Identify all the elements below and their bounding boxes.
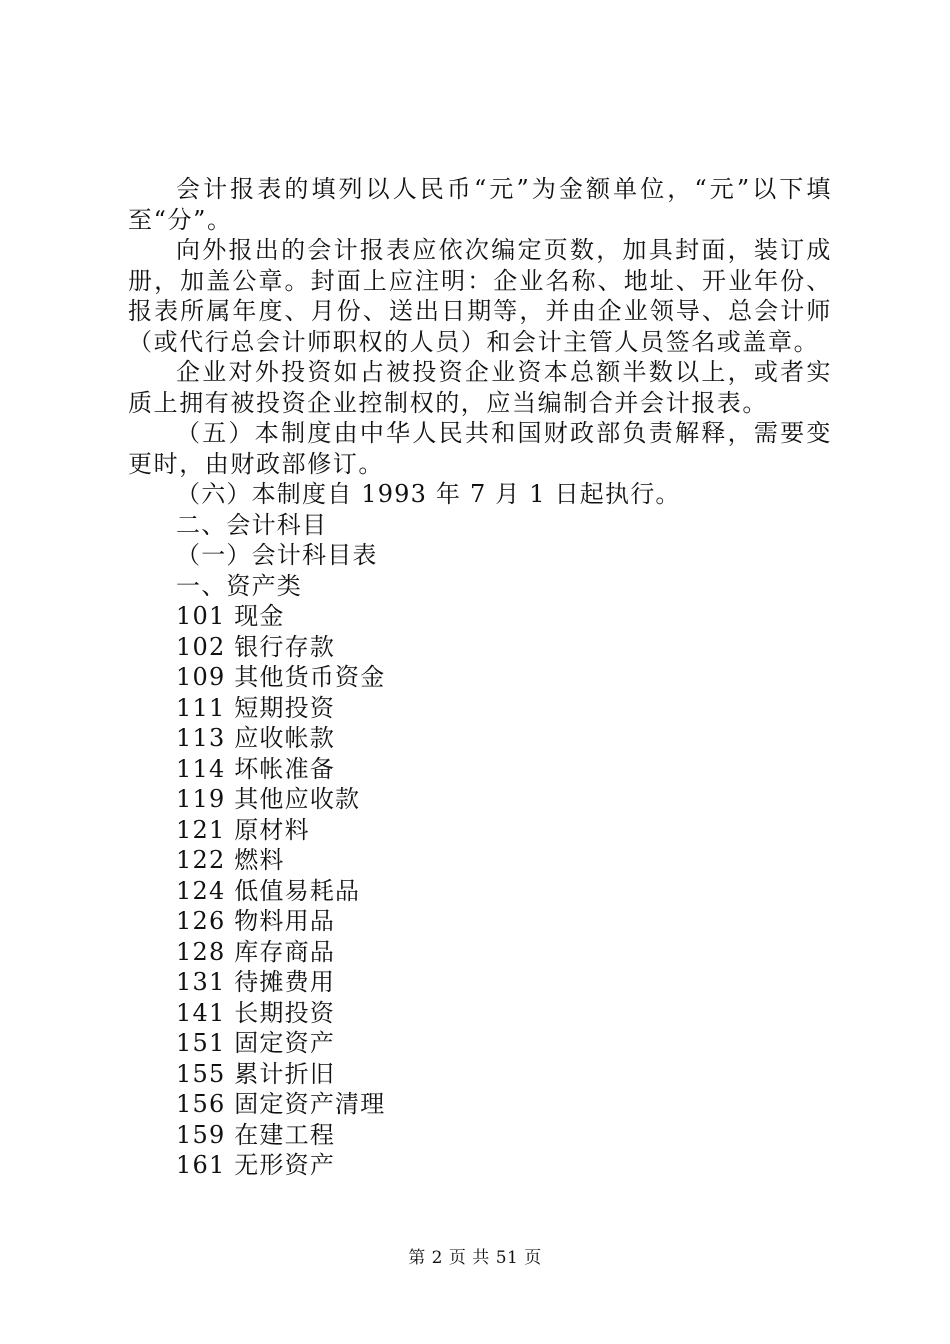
account-item: 131 待摊费用	[176, 968, 336, 996]
account-item: 114 坏帐准备	[176, 754, 336, 783]
account-item: 113 应收帐款	[176, 724, 336, 752]
account-item: 102 银行存款	[176, 632, 336, 661]
paragraph: 会计报表的填列以人民币“元”为金额单位，“元”以下填至“分”。	[128, 175, 832, 234]
account-item: 124 低值易耗品	[176, 876, 361, 905]
account-item: 122 燃料	[176, 846, 285, 874]
account-item: 141 长期投资	[176, 998, 336, 1027]
account-item: 155 累计折旧	[176, 1059, 336, 1088]
category-heading: 一、资产类	[176, 571, 302, 600]
text-line: （六）本制度自 1993 年 7 月 1 日起执行。	[176, 480, 681, 508]
account-item: 111 短期投资	[176, 693, 336, 722]
account-item: 161 无形资产	[176, 1151, 336, 1179]
account-item: 151 固定资产	[176, 1029, 336, 1057]
paragraph: 向外报出的会计报表应依次编定页数，加具封面，装订成册，加盖公章。封面上应注明：企业名称、地址、开业年份、报表所属年度、月份、送出日期等，并由企业领导、总会计师（或代行总会计师职权的人员）和会计主管人员签名或盖章。	[128, 236, 832, 356]
account-item: 121 原材料	[176, 815, 310, 844]
paragraph: （五）本制度由中华人民共和国财政部负责解释，需要变更时，由财政部修订。	[128, 419, 832, 478]
page-number-footer: 第 2 页 共 51 页	[408, 1248, 542, 1268]
subsection-heading: （一）会计科目表	[176, 541, 378, 569]
paragraph: 企业对外投资如占被投资企业资本总额半数以上，或者实质上拥有被投资企业控制权的，应当编制合并会计报表。	[128, 358, 832, 417]
account-item: 156 固定资产清理	[176, 1090, 386, 1118]
account-item: 159 在建工程	[176, 1120, 336, 1149]
document-body	[128, 174, 832, 1181]
account-item: 101 现金	[176, 602, 285, 630]
section-heading: 二、会计科目	[176, 510, 328, 539]
account-item: 126 物料用品	[176, 907, 336, 935]
account-item: 119 其他应收款	[176, 785, 361, 813]
account-item: 109 其他货币资金	[176, 663, 386, 691]
account-item: 128 库存商品	[176, 937, 336, 966]
